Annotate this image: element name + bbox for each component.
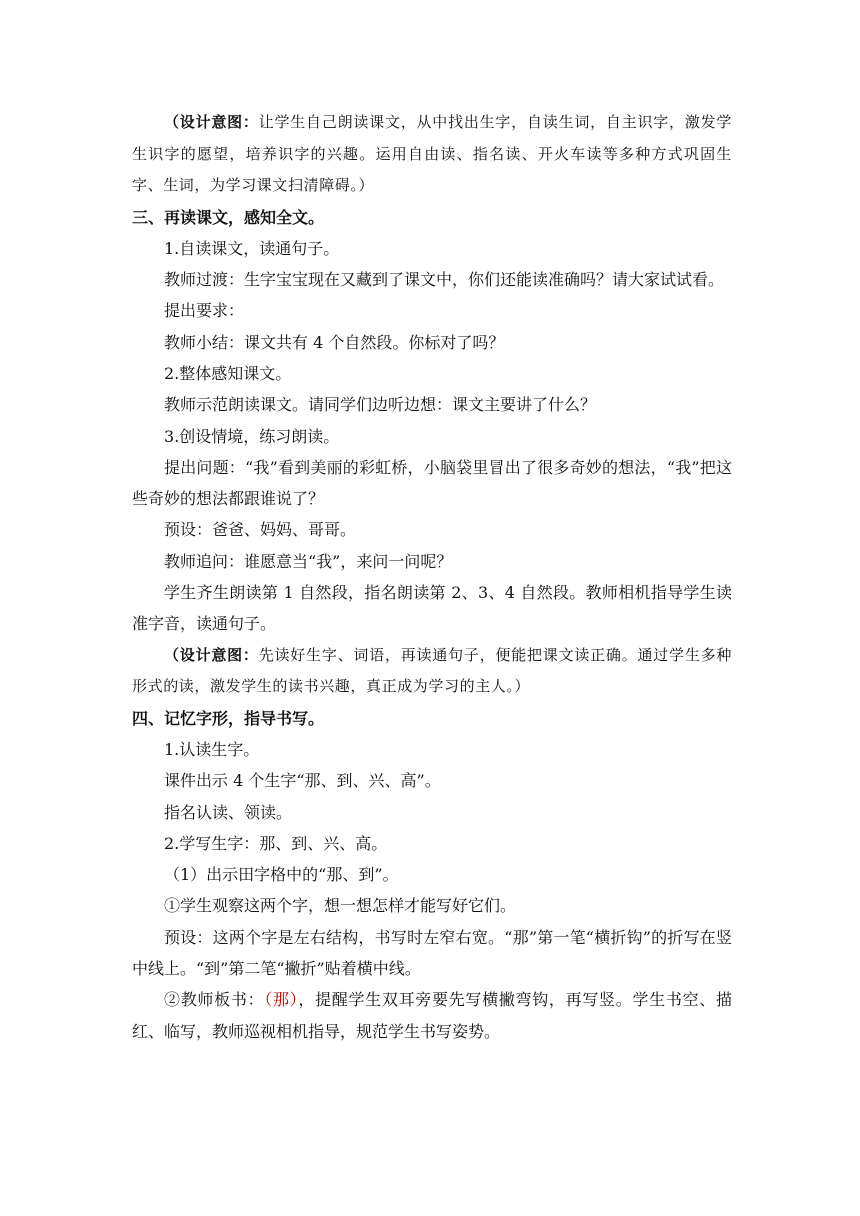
step-3-1: 1.自读课文，读通句子。 xyxy=(164,238,340,258)
board-writing-prefix: ②教师板书： xyxy=(164,990,265,1010)
named-reading: 指名认读、领读。 xyxy=(164,802,293,822)
step-3-3: 3.创设情境，练习朗读。 xyxy=(164,426,340,446)
design-intent-text: 让学生自己朗读课文，从中找出生字，自读生词，自主识字，激发学生识字的愿望，培养识字的兴趣。运用自由读、指名读、开火车读等多种方式巩固生字、生词，为学习课文扫清障碍。） xyxy=(132,113,732,194)
teacher-followup: 教师追问：谁愿意当“我”，来问一问呢？ xyxy=(164,551,453,571)
step-4-1: 1.认读生字。 xyxy=(164,739,260,759)
design-intent-text: 先读好生字、词语，再读通句子，便能把课文读正确。通过学生多种形式的读，激发学生的读书兴趣，真正成为学习的主人。） xyxy=(132,645,732,696)
teacher-board-writing xyxy=(132,984,732,1047)
step-3-2: 2.整体感知课文。 xyxy=(164,363,292,383)
step-4-2: 2.学写生字：那、到、兴、高。 xyxy=(164,833,388,853)
substep-1: （1）出示田字格中的“那、到”。 xyxy=(164,865,399,885)
design-intent-label: （设计意图： xyxy=(164,113,259,131)
design-intent-note-2 xyxy=(132,640,732,703)
question-prompt: 提出问题：“我”看到美丽的彩虹桥，小脑袋里冒出了很多奇妙的想法，“我”把这些奇妙的想法都跟谁说了？ xyxy=(132,457,732,509)
requirements-label: 提出要求： xyxy=(164,301,245,321)
teacher-demo-reading: 教师示范朗读课文。请同学们边听边想：课文主要讲了什么？ xyxy=(164,395,597,415)
expected-structure: 预设：这两个字是左右结构，书写时左窄右宽。“那”第一笔“横折钩”的折写在竖中线上。“到”第二笔“撇折”贴着横中线。 xyxy=(132,927,732,979)
student-reading: 学生齐生朗读第 1 自然段，指名朗读第 2、3、4 自然段。教师相机指导学生读准字音，读通句子。 xyxy=(132,583,732,634)
courseware-display: 课件出示 4 个生字“那、到、兴、高”。 xyxy=(164,771,441,791)
teacher-summary: 教师小结：课文共有 4 个自然段。你标对了吗？ xyxy=(164,332,505,352)
section-heading-4: 四、记忆字形，指导书写。 xyxy=(132,708,325,728)
observe-characters: ①学生观察这两个字，想一想怎样才能写好它们。 xyxy=(164,896,517,916)
expected-answer: 预设：爸爸、妈妈、哥哥。 xyxy=(164,520,357,540)
design-intent-label: （设计意图： xyxy=(164,645,259,664)
section-heading-3: 三、再读课文，感知全文。 xyxy=(132,207,325,227)
board-writing-character: （那） xyxy=(264,990,299,1010)
design-intent-note-1 xyxy=(132,107,732,202)
board-writing-rest: ，提醒学生双耳旁要先写横撇弯钩，再写竖。学生书空、描红、临写，教师巡视相机指导，规范学生书写姿势。 xyxy=(132,990,732,1041)
teacher-transition: 教师过渡：生字宝宝现在又藏到了课文中，你们还能读准确吗？请大家试试看。 xyxy=(164,270,725,290)
document-page xyxy=(132,107,732,1047)
